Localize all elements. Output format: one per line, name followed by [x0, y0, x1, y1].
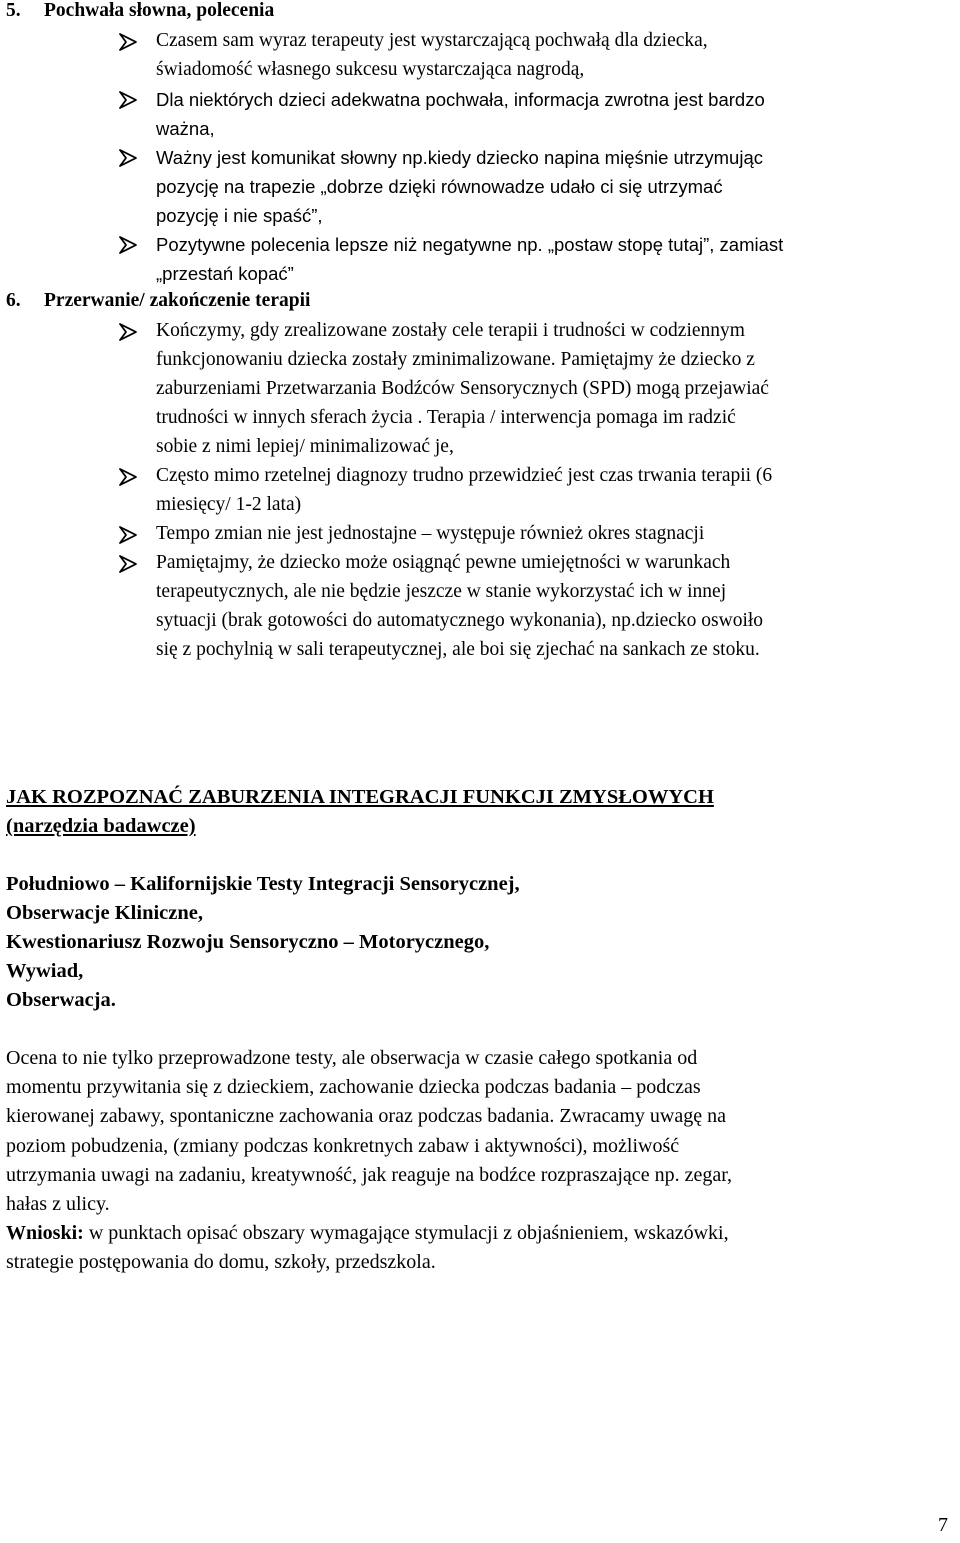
bullet-line: zaburzeniami Przetwarzania Bodźców Sensorycznych (SPD) mogą przejawiać: [156, 378, 769, 399]
bullet-line: Kończymy, gdy zrealizowane zostały cele terapii i trudności w codziennym: [156, 320, 745, 341]
paragraph-line: [6, 1219, 936, 1248]
arrow-bullet-icon: [118, 149, 158, 171]
assessment-paragraph: [6, 1044, 936, 1219]
tool-item: Obserwacje Kliniczne,: [6, 902, 203, 924]
section-5-title: Pochwała słowna, polecenia: [44, 0, 275, 21]
section-5-heading: [6, 1, 274, 21]
bullet-line: Pozytywne polecenia lepsze niż negatywne np. „postaw stopę tutaj”, zamiast: [156, 234, 784, 255]
section-6-bullet-1: [156, 316, 956, 461]
page-number: 7: [938, 1514, 948, 1536]
bullet-line: Dla niektórych dzieci adekwatna pochwała, informacja zwrotna jest bardzo: [156, 89, 765, 110]
arrow-bullet-icon: [118, 91, 158, 113]
tool-item: Wywiad,: [6, 960, 84, 982]
arrow-bullet-icon: [118, 526, 158, 548]
paragraph-line: poziom pobudzenia, (zmiany podczas konkretnych zabaw i aktywności), możliwość: [6, 1134, 680, 1157]
tool-item: Obserwacja.: [6, 989, 116, 1011]
section-5-bullet-1: [156, 26, 956, 84]
bullet-line: funkcjonowaniu dziecka zostały zminimalizowane. Pamiętajmy że dziecko z: [156, 349, 755, 370]
arrow-bullet-icon: [118, 555, 158, 577]
tools-list: [6, 870, 520, 1015]
section-6-bullet-3: [156, 519, 956, 548]
section-5-bullet-4: [156, 230, 956, 288]
paragraph-line: momentu przywitania się z dzieckiem, zachowanie dziecka podczas badania – podczas: [6, 1076, 701, 1099]
bullet-line: świadomość własnego sukcesu wystarczająca nagrodą,: [156, 59, 585, 80]
section-5-bullet-3: [156, 143, 956, 230]
arrow-bullet-icon: [118, 323, 158, 345]
section-5-bullet-2: [156, 85, 956, 143]
tool-item: Południowo – Kalifornijskie Testy Integracji Sensorycznej,: [6, 873, 520, 895]
bullet-line: „przestań kopać”: [156, 263, 294, 284]
bullet-line: Ważny jest komunikat słowny np.kiedy dziecko napina mięśnie utrzymując: [156, 147, 763, 168]
bullet-line: pozycję na trapezie „dobrze dzięki równowadze udało ci się utrzymać: [156, 176, 723, 197]
page-heading: [6, 783, 714, 841]
bullet-line: Tempo zmian nie jest jednostajne – występuje również okres stagnacji: [156, 523, 705, 544]
tool-item: Kwestionariusz Rozwoju Sensoryczno – Motorycznego,: [6, 931, 490, 953]
conclusions-label: Wnioski:: [6, 1222, 84, 1244]
bullet-line: Pamiętajmy, że dziecko może osiągnąć pewne umiejętności w warunkach: [156, 552, 731, 573]
bullet-line: się z pochylnią w sali terapeutycznej, ale boi się zjechać na sankach ze stoku.: [156, 639, 760, 660]
paragraph-line: strategie postępowania do domu, szkoły, przedszkola.: [6, 1251, 436, 1274]
bullet-line: terapeutycznych, ale nie będzie jeszcze w stanie wykorzystać ich w innej: [156, 581, 727, 602]
bullet-line: trudności w innych sferach życia . Terapia / interwencja pomaga im radzić: [156, 407, 736, 428]
bullet-line: sobie z nimi lepiej/ minimalizować je,: [156, 436, 454, 457]
arrow-bullet-icon: [118, 236, 158, 258]
bullet-line: Często mimo rzetelnej diagnozy trudno przewidzieć jest czas trwania terapii (6: [156, 465, 773, 486]
section-6-bullet-2: [156, 461, 956, 519]
bullet-line: miesięcy/ 1-2 lata): [156, 494, 302, 515]
conclusions-paragraph: [6, 1219, 936, 1277]
bullet-line: sytuacji (brak gotowości do automatycznego wykonania), np.dziecko oswoiło: [156, 610, 764, 631]
heading-line-1: JAK ROZPOZNAĆ ZABURZENIA INTEGRACJI FUNKCJI ZMYSŁOWYCH: [6, 786, 714, 808]
bullet-line: pozycję i nie spaść”,: [156, 205, 323, 226]
section-5-number: 5.: [6, 0, 21, 21]
paragraph-line: utrzymania uwagi na zadaniu, kreatywność, jak reaguje na bodźce rozpraszające np. zegar,: [6, 1163, 733, 1186]
paragraph-line: Ocena to nie tylko przeprowadzone testy, ale obserwacja w czasie całego spotkania od: [6, 1047, 698, 1069]
bullet-line: Czasem sam wyraz terapeuty jest wystarczającą pochwałą dla dziecka,: [156, 30, 708, 51]
section-6-number: 6.: [6, 290, 21, 311]
paragraph-line: kierowanej zabawy, spontaniczne zachowania oraz podczas badania. Zwracamy uwagę na: [6, 1105, 727, 1128]
paragraph-line: hałas z ulicy.: [6, 1193, 110, 1216]
arrow-bullet-icon: [118, 468, 158, 490]
section-6-heading: [6, 291, 310, 311]
section-6-title: Przerwanie/ zakończenie terapii: [44, 290, 311, 311]
heading-line-2: (narzędzia badawcze): [6, 815, 196, 837]
section-6-bullet-4: [156, 548, 956, 664]
conclusions-text: w punktach opisać obszary wymagające stymulacji z objaśnieniem, wskazówki,: [83, 1222, 729, 1244]
arrow-bullet-icon: [118, 33, 158, 55]
bullet-line: ważna,: [156, 118, 215, 139]
